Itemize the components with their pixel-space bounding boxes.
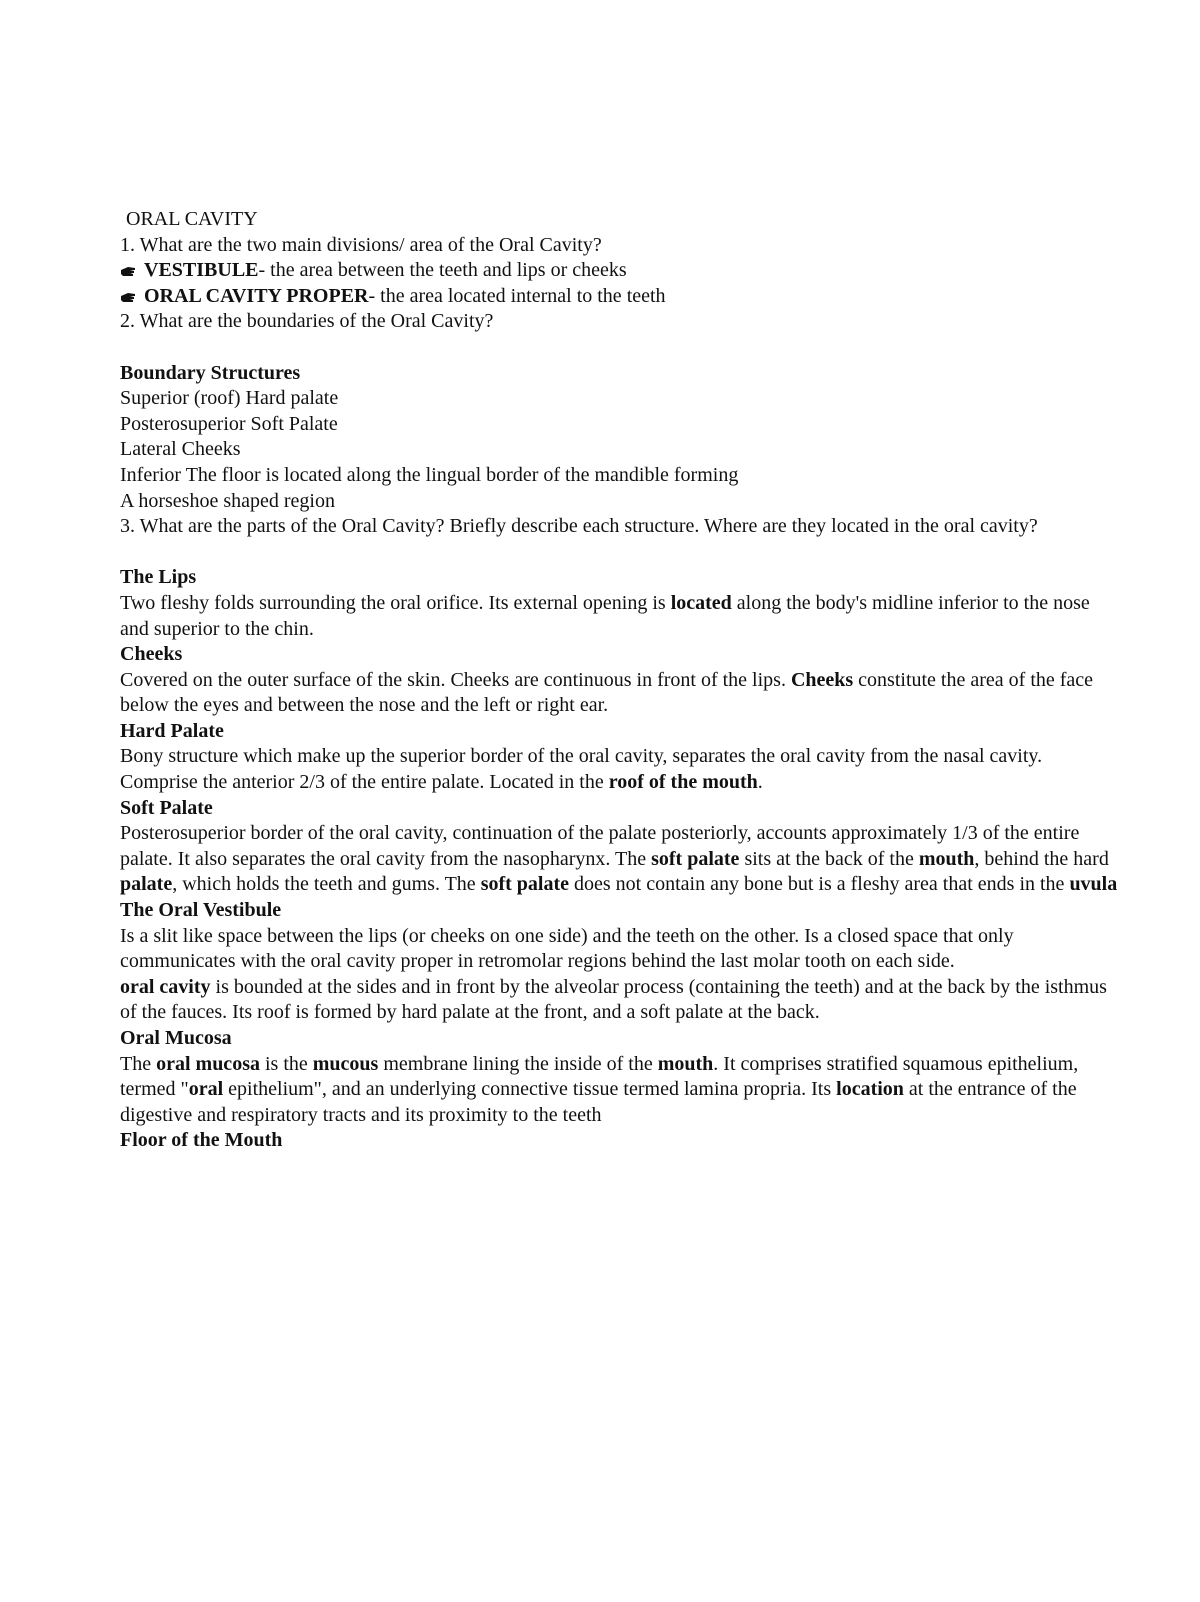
section-heading-soft-palate: Soft Palate bbox=[120, 796, 213, 819]
document-title: ORAL CAVITY bbox=[126, 208, 258, 230]
division-term: VESTIBULE bbox=[144, 259, 259, 282]
boundary-item-horseshoe: A horseshoe shaped region bbox=[120, 489, 335, 512]
boundary-item-inferior: Inferior The floor is located along the lingual border of the mandible forming bbox=[120, 463, 739, 486]
section-body-soft-palate: Posterosuperior border of the oral cavity, continuation of the palate posteriorly, accounts approximately 1/3 of the entire palate. It also separates the oral cavity from the nasopharynx. The soft palate sits at the back of the mouth, behind the hard palate, which holds the teeth and gums. The soft palate does not contain any bone but is a fleshy area that ends in the uvula bbox=[120, 822, 1118, 896]
question-1: 1. What are the two main divisions/ area of the Oral Cavity? bbox=[120, 233, 602, 256]
division-item-oral-cavity-proper bbox=[120, 284, 1120, 310]
pointing-hand-icon bbox=[120, 265, 136, 277]
division-term: ORAL CAVITY PROPER bbox=[144, 284, 369, 307]
division-description: - the area between the teeth and lips or cheeks bbox=[258, 259, 627, 282]
document-page bbox=[120, 207, 1120, 1154]
section-body-hard-palate: Bony structure which make up the superior border of the oral cavity, separates the oral cavity from the nasal cavity. Comprise the anterior 2/3 of the entire palate. Located in the roof of the mouth. bbox=[120, 745, 1043, 794]
section-body-lips: Two fleshy folds surrounding the oral orifice. Its external opening is located along the body's midline inferior to the nose and superior to the chin. bbox=[120, 591, 1090, 640]
question-2: 2. What are the boundaries of the Oral Cavity? bbox=[120, 310, 494, 333]
division-item-vestibule bbox=[120, 258, 1120, 284]
section-body-oral-vestibule: Is a slit like space between the lips (or cheeks on one side) and the teeth on the other. Is a closed space that only communicates with the oral cavity proper in retromolar regions behind the last molar tooth on each side. oral cavity is bounded at the sides and in front by the alveolar process (containing the teeth) and at the back by the isthmus of the fauces. Its roof is formed by hard palate at the front, and a soft palate at the back. bbox=[120, 924, 1107, 1024]
section-heading-floor-of-mouth: Floor of the Mouth bbox=[120, 1129, 283, 1152]
boundary-item-superior: Superior (roof) Hard palate bbox=[120, 387, 339, 410]
section-heading-hard-palate: Hard Palate bbox=[120, 719, 224, 742]
division-description: - the area located internal to the teeth bbox=[368, 284, 666, 307]
pointing-hand-icon bbox=[120, 291, 136, 303]
section-body-oral-mucosa: The oral mucosa is the mucous membrane lining the inside of the mouth. It comprises stratified squamous epithelium, termed "oral epithelium", and an underlying connective tissue termed lamina propria. Its location at the entrance of the digestive and respiratory tracts and its proximity to the teeth bbox=[120, 1052, 1079, 1126]
boundary-item-posterosuperior: Posterosuperior Soft Palate bbox=[120, 412, 338, 435]
section-heading-oral-vestibule: The Oral Vestibule bbox=[120, 899, 282, 922]
boundary-heading: Boundary Structures bbox=[120, 361, 301, 384]
section-heading-oral-mucosa: Oral Mucosa bbox=[120, 1027, 232, 1049]
blank-line bbox=[120, 335, 1120, 361]
section-heading-cheeks: Cheeks bbox=[120, 643, 183, 666]
question-3: 3. What are the parts of the Oral Cavity? Briefly describe each structure. Where are they located in the oral cavity? bbox=[120, 515, 1038, 538]
blank-line bbox=[120, 540, 1120, 566]
section-heading-lips: The Lips bbox=[120, 566, 197, 589]
section-body-cheeks: Covered on the outer surface of the skin. Cheeks are continuous in front of the lips. Cheeks constitute the area of the face below the eyes and between the nose and the left or right ear. bbox=[120, 668, 1094, 717]
boundary-item-lateral: Lateral Cheeks bbox=[120, 438, 241, 461]
